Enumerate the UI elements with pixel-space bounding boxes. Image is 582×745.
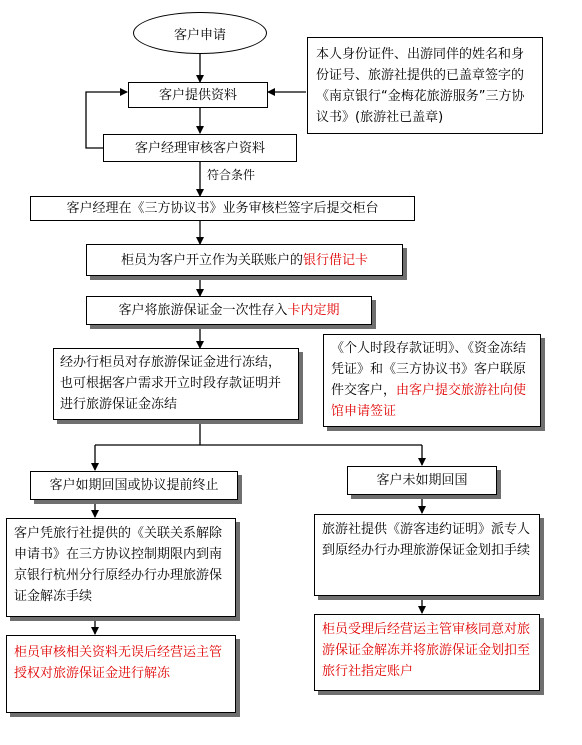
note-certificate-prefix: 《个人时段存款证明》、《资金冻结凭证》和《三方协议书》客户联原件交客户， [331,341,527,398]
note-certificate-highlight: 由客户提交旅游社向使馆申请签证 [331,383,527,419]
branch-return-on-time [30,471,238,500]
step-debit-done-label: 柜员受理后经营运主管审核同意对旅游保证金解冻并将旅游保证金划扣至旅行社指定账户 [322,622,531,679]
step-debit-done [314,614,540,691]
step-open-account [86,244,403,276]
step-open-account-text [121,250,368,271]
step-release-apply [6,518,236,617]
branch-not-return-label: 客户未如期回国 [376,473,468,488]
step-release-done [6,635,236,713]
start-node [133,12,267,54]
step-freeze [53,348,299,420]
note-documents-text: 本人身份证件、出游同伴的姓名和身份证号、旅游社提供的已盖章签字的《南京银行“金梅花旅游服务”三方协议书》(旅游社已盖章) [316,46,525,125]
step-manager-review-label: 客户经理审核客户资料 [134,140,265,156]
step-provide-info-label: 客户提供资料 [158,87,237,103]
step-release-apply-label: 客户凭旅行社提供的《关联关系解除申请书》在三方协议控制期限内到南京银行杭州分行原经办行办理旅游保证金解冻手续 [14,526,223,604]
deposit-prefix: 客户将旅游保证金一次性存入 [118,303,288,318]
branch-not-return [347,466,497,495]
deposit-highlight: 卡内定期 [287,303,340,318]
step-release-done-label: 柜员审核相关资料无误后经营运主管授权对旅游保证金进行解冻 [14,645,223,681]
step-agency-debit-label: 旅游社提供《游客违约证明》派专人到原经办行办理旅游保证金划扣手续 [322,522,531,558]
step-deposit [86,296,372,325]
step-manager-sign-label: 客户经理在《三方协议书》业务审核栏签字后提交柜台 [66,201,379,216]
step-agency-debit [314,514,540,596]
step-manager-review [103,134,297,162]
start-label: 客户申请 [173,27,226,43]
note-certificate [323,334,541,427]
open-account-highlight: 银行借记卡 [303,252,369,268]
step-freeze-label: 经办行柜员对存旅游保证金进行冻结，也可根据客户需求开立时段存款证明并进行旅游保证金冻结 [60,355,282,412]
open-account-prefix: 柜员为客户开立作为关联账户的 [120,252,303,268]
step-provide-info [128,82,268,108]
branch-return-on-time-label: 客户如期回国或协议提前终止 [49,478,219,493]
note-required-documents [307,37,543,134]
step-manager-sign [30,196,415,221]
condition-label: 符合条件 [207,168,256,182]
step-deposit-text [118,300,339,321]
